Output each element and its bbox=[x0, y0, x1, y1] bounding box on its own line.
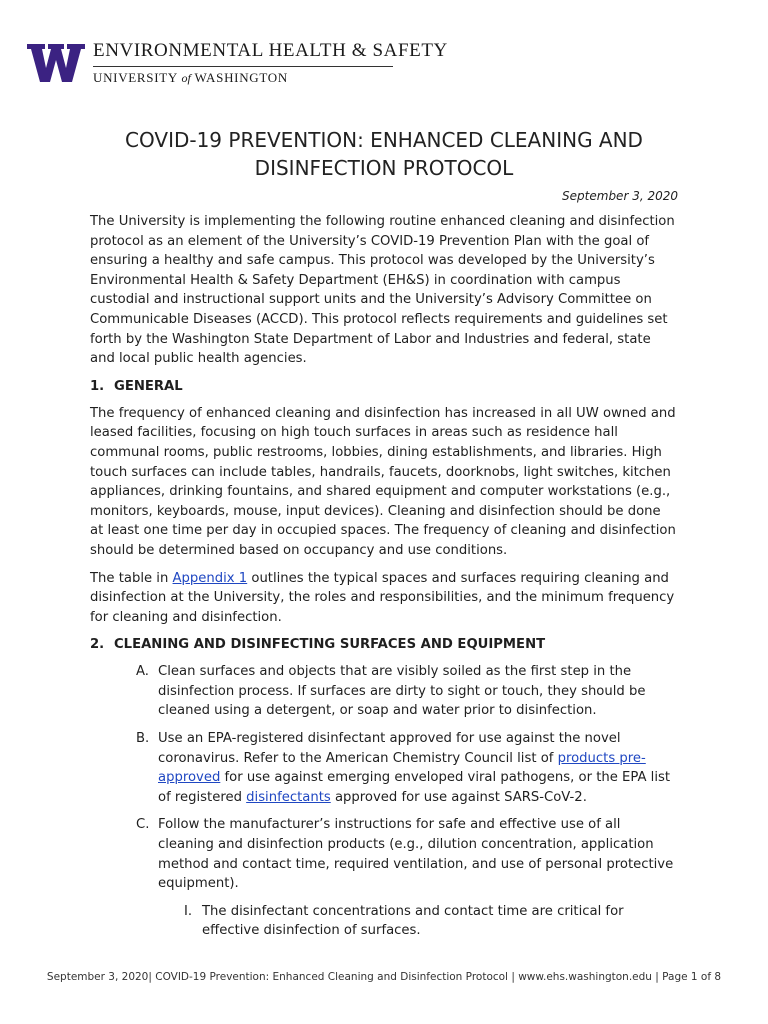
list-marker-b: B. bbox=[136, 731, 150, 747]
univ-of: of bbox=[181, 71, 191, 85]
section-2-heading bbox=[90, 635, 678, 654]
header-rule bbox=[93, 66, 393, 67]
section-1-heading bbox=[90, 377, 678, 396]
products-pre-approved-link[interactable]: products pre-approved bbox=[158, 750, 646, 786]
section-1-paragraph-1: The frequency of enhanced cleaning and disinfection has increased in all UW owned and leased facilities, focusing on high touch surfaces in areas such as residence hall communal rooms, public restrooms, lobbies, dining establishments, and libraries. High touch surfaces can include tables, handrails, faucets, doorknobs, light switches, kitchen appliances, drinking fountains, and shared equipment and computer workstations (e.g., monitors, keyboards, mouse, input devices). Cleaning and disinfection should be done at least one time per day in occupied spaces. The frequency of cleaning and disinfection should be determined based on occupancy and use conditions. bbox=[90, 405, 676, 558]
list-item-c bbox=[90, 815, 678, 893]
page-footer: September 3, 2020| COVID-19 Prevention: Enhanced Cleaning and Disinfection Protocol | www.ehs.washington.edu | Page 1 of 8 bbox=[46, 971, 722, 983]
uw-w-logo bbox=[27, 42, 85, 84]
document-title: COVID-19 PREVENTION: ENHANCED CLEANING AND DISINFECTION PROTOCOL bbox=[125, 128, 643, 180]
list-item-a-text: Clean surfaces and objects that are visibly soiled as the first step in the disinfection process. If surfaces are dirty to sight or touch, they should be cleaned using a detergent, or soap and water prior to disinfection. bbox=[158, 664, 646, 719]
university-name bbox=[93, 70, 288, 86]
list-item-b-pre: Use an EPA-registered disinfectant approved for use against the novel coronavirus. Refer to the American Chemistry Council list of bbox=[158, 731, 621, 766]
section-1-title: GENERAL bbox=[114, 378, 183, 394]
disinfectants-link[interactable]: disinfectants bbox=[246, 789, 331, 805]
list-marker-c-i: I. bbox=[184, 903, 193, 919]
list-item-b-post: approved for use against SARS-CoV-2. bbox=[330, 789, 587, 805]
list-marker-a: A. bbox=[136, 664, 149, 680]
list-item-a bbox=[90, 662, 678, 721]
univ-prefix: UNIVERSITY bbox=[93, 70, 182, 85]
para2-pre: The table in bbox=[90, 570, 173, 586]
section-1-number: 1. bbox=[90, 378, 105, 394]
org-name: ENVIRONMENTAL HEALTH & SAFETY bbox=[93, 40, 448, 61]
list-subitem-c-i-text: The disinfectant concentrations and contact time are critical for effective disinfection of surfaces. bbox=[202, 903, 624, 939]
section-2-number: 2. bbox=[90, 637, 105, 653]
document-body bbox=[90, 126, 678, 949]
section-1-paragraph-2 bbox=[90, 569, 678, 628]
intro-paragraph: The University is implementing the following routine enhanced cleaning and disinfection protocol as an element of the University’s COVID-19 Prevention Plan with the goal of ensuring a healthy and safe campus. This protocol was developed by the University’s Environmental Health & Safety Department (EH&S) in coordination with campus custodial and instructional support units and the University’s Advisory Committee on Communicable Diseases (ACCD). This protocol reflects requirements and guidelines set forth by the Washington State Department of Labor and Industries and federal, state and local public health agencies. bbox=[90, 214, 675, 367]
document-date: September 3, 2020 bbox=[562, 189, 678, 203]
list-item-b bbox=[90, 729, 678, 807]
para2-post: outlines the typical spaces and surfaces requiring cleaning and disinfection at the University, the roles and responsibilities, and the minimum frequency for cleaning and disinfection. bbox=[90, 570, 675, 625]
list-item-b-mid: for use against emerging enveloped viral pathogens, or the EPA list of registered bbox=[158, 770, 671, 805]
section-2-title: CLEANING AND DISINFECTING SURFACES AND EQUIPMENT bbox=[114, 637, 546, 653]
uw-w-logo-shape bbox=[27, 44, 85, 82]
appendix-1-link[interactable]: Appendix 1 bbox=[172, 570, 248, 586]
list-item-c-text: Follow the manufacturer’s instructions for safe and effective use of all cleaning and disinfection products (e.g., dilution concentration, application method and contact time, required ventilation, and use of personal protective equipment). bbox=[158, 817, 674, 892]
list-marker-c: C. bbox=[136, 817, 150, 833]
univ-suffix: WASHINGTON bbox=[190, 70, 288, 85]
document-header bbox=[27, 38, 747, 88]
list-subitem-c-i bbox=[90, 902, 678, 941]
